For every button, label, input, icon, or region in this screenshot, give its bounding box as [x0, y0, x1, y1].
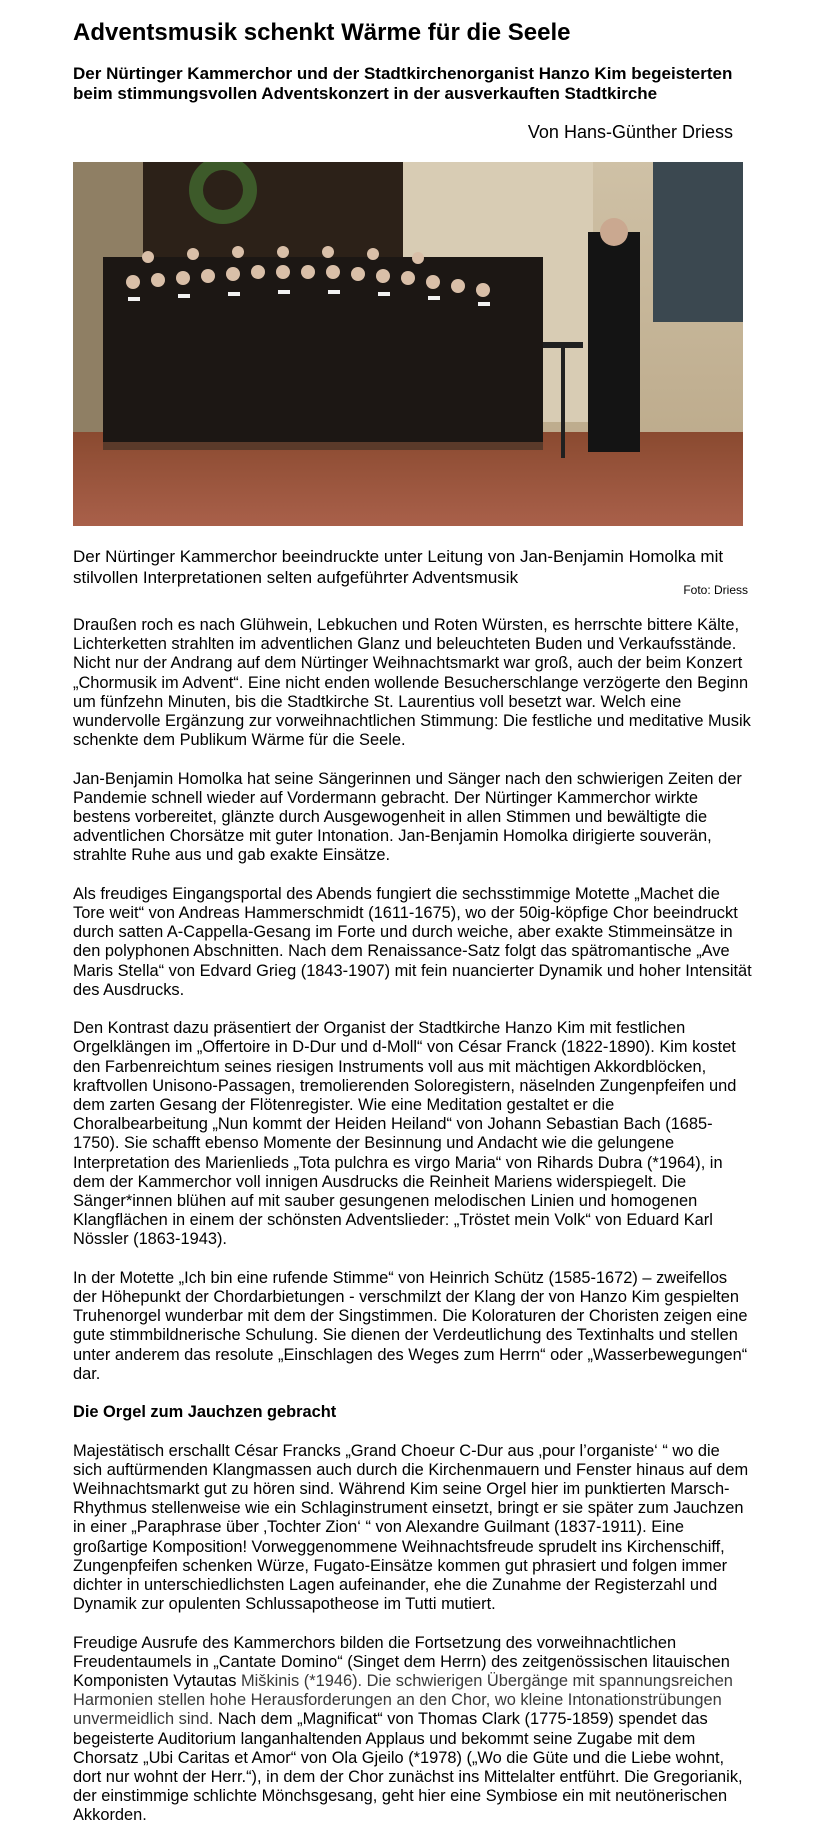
- photo-credit: Foto: Driess: [683, 583, 748, 597]
- article-body: [73, 616, 753, 1845]
- last-paragraph-end: Nach dem „Magnificat“ von Thomas Clark (1775-1859) spendet das begeisterte Auditorium langanhaltenden Applaus und bekommt seine Zugabe mit dem Chorsatz „Ubi Caritas et Amor“ von Ola Gjeilo (*1978) („Wo die Güte und die Liebe wohnt, dort nur wohnt der Herr.“), in dem der Chor zunächst ins Mittelalter entführt. Die Gregorianik, der einstimmige schlichte Mönchsgesang, geht hier eine Symbiose ein mit neutönerischen Akkorden.: [73, 1710, 743, 1825]
- paragraph-last: [73, 1634, 753, 1826]
- paragraph: Majestätisch erschallt César Francks „Grand Choeur C-Dur aus ‚pour l’organiste‘ “ wo die sich auftürmenden Klangmassen auch durch die Kirchenmauern und Fenster hinaus auf dem Weihnachtsmarkt gut zu hören sind. Während Kim seine Orgel hier im punktierten Marsch-Rhythmus stellenweise wie ein Schlaginstrument einsetzt, bringt er sie später zum Jauchzen in einer „Paraphrase über ‚Tochter Zion‘ “ von Alexandre Guilmant (1837-1911). Eine großartige Komposition! Vorweggenommene Weihnachtsfreude sprudelt ins Kirchenschiff, Zungenpfeifen schenken Würze, Fugato-Einsätze kommen gut phrasiert und folgen immer dichter in unterschiedlichsten Lagen aufeinander, ehe die Zunahme der Registerzahl und Dynamik zur opulenten Schlussapotheose im Tutti mutiert.: [73, 1441, 749, 1614]
- paragraph: Draußen roch es nach Glühwein, Lebkuchen und Roten Würsten, es herrschte bittere Kälte, Lichterketten strahlten im adventlichen Glanz und beleuchteten Buden und Verkaufsstände. Nicht nur der Andrang auf dem Nürtinger Weihnachtsmarkt war groß, auch der beim Konzert „Chormusik im Advent“. Eine nicht enden wollende Besucherschlange verzögerte den Beginn um fünfzehn Minuten, bis die Stadtkirche St. Laurentius voll besetzt war. Welch eine wundervolle Ergänzung zur vorweihnachtlichen Stimmung: Die festliche und meditative Musik schenkte dem Publikum Wärme für die Seele.: [73, 616, 751, 750]
- choir-image: [73, 162, 743, 526]
- paragraph: Den Kontrast dazu präsentiert der Organist der Stadtkirche Hanzo Kim mit festlichen Orgelklängen im „Offertoire in D-Dur und d-Moll“ von César Franck (1822-1890). Kim kostet den Farbenreichtum seines riesigen Instruments voll aus mit mächtigen Akkordblöcken, kraftvollen Unisono-Passagen, tremolierenden Soloregistern, näselnden Zungenpfeifen und dem zarten Gesang der Flötenregister. Wie eine Meditation gestaltet er die Choralbearbeitung „Nun kommt der Heiden Heiland“ von Johann Sebastian Bach (1685-1750). Sie schafft ebenso Momente der Besinnung und Andacht wie die gelungene Interpretation des Marienlieds „Tota pulchra es virgo Maria“ von Rihards Dubra (*1964), in dem der Kammerchor voll innigen Ausdrucks die Reinheit Mariens widerspiegelt. Die Sänger*innen blühen auf mit sauber gesungenen melodischen Linien und homogenen Klangflächen in einem der schönsten Adventslieder: „Tröstet mein Volk“ von Eduard Karl Nössler (1863-1943).: [73, 1019, 737, 1249]
- article-author: Von Hans-Günther Driess: [527, 122, 733, 142]
- section-heading: Die Orgel zum Jauchzen gebracht: [73, 1403, 337, 1422]
- photo-caption: Der Nürtinger Kammerchor beeindruckte unter Leitung von Jan-Benjamin Homolka mit stilvollen Interpretationen selten aufgeführter Adventsmusik: [73, 547, 724, 587]
- paragraph: Als freudiges Eingangsportal des Abends fungiert die sechsstimmige Motette „Machet die Tore weit“ von Andreas Hammerschmidt (1611-1675), wo der 50ig-köpfige Chor beeindruckt durch satten A-Cappella-Gesang im Forte und durch weiche, aber exakte Stimmeinsätze in den polyphonen Abschnitten. Nach dem Renaissance-Satz folgt das spätromantische „Ave Maris Stella“ von Edvard Grieg (1843-1907) mit fein nuancierter Dynamik und hoher Intensität des Ausdrucks.: [73, 884, 752, 999]
- paragraph: Jan-Benjamin Homolka hat seine Sängerinnen und Sänger nach den schwierigen Zeiten der Pandemie schnell wieder auf Vordermann gebracht. Der Nürtinger Kammerchor wirkte bestens vorbereitet, glänzte durch Ausgewogenheit in allen Stimmen und bewältigte die adventlichen Chorsätze mit guter Intonation. Jan-Benjamin Homolka dirigierte souverän, strahlte Ruhe aus und gab exakte Einsätze.: [73, 769, 742, 865]
- concert-photo: [73, 162, 743, 526]
- article-subtitle: Der Nürtinger Kammerchor und der Stadtkirchenorganist Hanzo Kim begeisterten beim stimmungsvollen Adventskonzert in der ausverkauften Stadtkirche: [73, 64, 733, 103]
- last-paragraph-start: Freudige Ausrufe des Kammerchors bilden die Fortsetzung des vorweihnachtlichen Freudentaumels in „Cantate Domino“ (Singet dem Herrn) des zeitgenössischen litauischen Komponisten Vytautas: [73, 1633, 730, 1691]
- article-title: Adventsmusik schenkt Wärme für die Seele: [73, 19, 571, 46]
- paragraph: In der Motette „Ich bin eine rufende Stimme“ von Heinrich Schütz (1585-1672) – zweifellos der Höhepunkt der Chordarbietungen - verschmilzt der Klang der von Hanzo Kim gespielten Truhenorgel wunderbar mit dem der Singstimmen. Die Koloraturen der Choristen zeigen eine gute stimmbildnerische Schulung. Sie dienen der Verdeutlichung des Textinhalts und stellen unter anderem das resolute „Einschlagen des Weges zum Herrn“ oder „Wasserbewegungen“ dar.: [73, 1268, 748, 1383]
- last-paragraph-gray: Miškinis (*1946). Die schwierigen Übergänge mit spannungsreichen Harmonien stellen hohe Herausforderungen an den Chor, wo kleine Intonationstrübungen unvermeidlich sind.: [73, 1672, 733, 1729]
